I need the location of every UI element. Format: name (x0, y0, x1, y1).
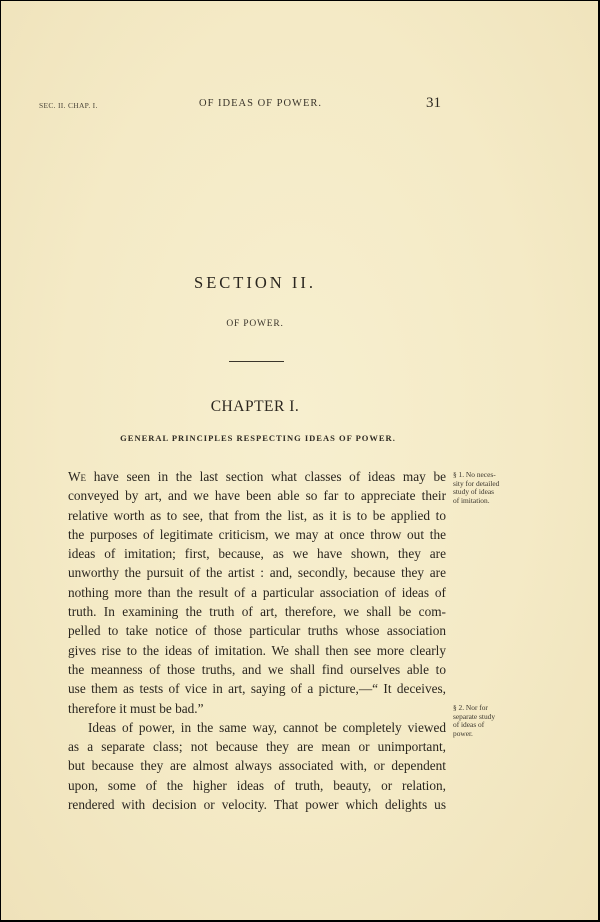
section-subtitle: OF POWER. (226, 319, 284, 329)
page-number: 31 (426, 95, 441, 111)
paragraph-1-line: We have seen in the last section what classes of ideas may be (68, 469, 446, 484)
chapter-subtitle: GENERAL PRINCIPLES RESPECTING IDEAS OF POWER. (120, 433, 396, 443)
side-note-1: § 1. No neces- sity for detailed study of ideas of imitation. (453, 470, 500, 505)
paragraph-1-line: conveyed by art, and we have been able so far to appreciate their (68, 488, 446, 504)
opening-word: We (68, 469, 87, 484)
paragraph-1-line: therefore it must be bad.” (68, 700, 204, 716)
paragraph-1-line: nothing more than the result of a particular association of ideas of (68, 584, 446, 600)
paragraph-1-line: pelled to take notice of those particular truths whose association (68, 623, 446, 639)
paragraph-1-line: truth. In examining the truth of art, therefore, we shall be com- (68, 604, 446, 620)
paragraph-2-line: upon, some of the higher ideas of truth, beauty, or relation, (68, 777, 446, 793)
side-note-2: § 2. Nor for separate study of ideas of power. (453, 703, 496, 738)
paragraph-1-line: ideas of imitation; first, because, as we have shown, they are (68, 546, 446, 562)
section-title: SECTION II. (194, 273, 316, 292)
running-head-left: SEC. II. CHAP. I. (39, 101, 98, 110)
paragraph-1-line: the purposes of legitimate criticism, we may at once throw out the (68, 526, 446, 542)
paragraph-2-line: but because they are almost always associated with, or dependent (68, 758, 446, 774)
chapter-title: CHAPTER I. (210, 398, 300, 415)
paragraph-2-line: rendered with decision or velocity. That power which delights us (68, 797, 446, 813)
paragraph-1-line: relative worth as to see, that from the list, as it is to be applied to (68, 507, 446, 523)
book-page (1, 1, 598, 920)
paragraph-1-line: use them as tests of vice in art, saying of a picture,—“ It deceives, (68, 681, 446, 697)
running-head-title: OF IDEAS OF POWER. (199, 98, 323, 109)
body-text (68, 467, 446, 814)
paragraph-2-line: Ideas of power, in the same way, cannot be completely viewed (88, 719, 446, 735)
paragraph-2-line: as a separate class; not because they are mean or unimportant, (68, 739, 446, 755)
paragraph-1-line: the meanness of those truths, and we shall find ourselves able to (68, 661, 446, 677)
paragraph-1-line: unworthy the pursuit of the artist : and, secondly, because they are (68, 565, 446, 581)
paragraph-1-line: gives rise to the ideas of imitation. We shall then see more clearly (68, 642, 446, 658)
divider-rule (229, 361, 284, 362)
